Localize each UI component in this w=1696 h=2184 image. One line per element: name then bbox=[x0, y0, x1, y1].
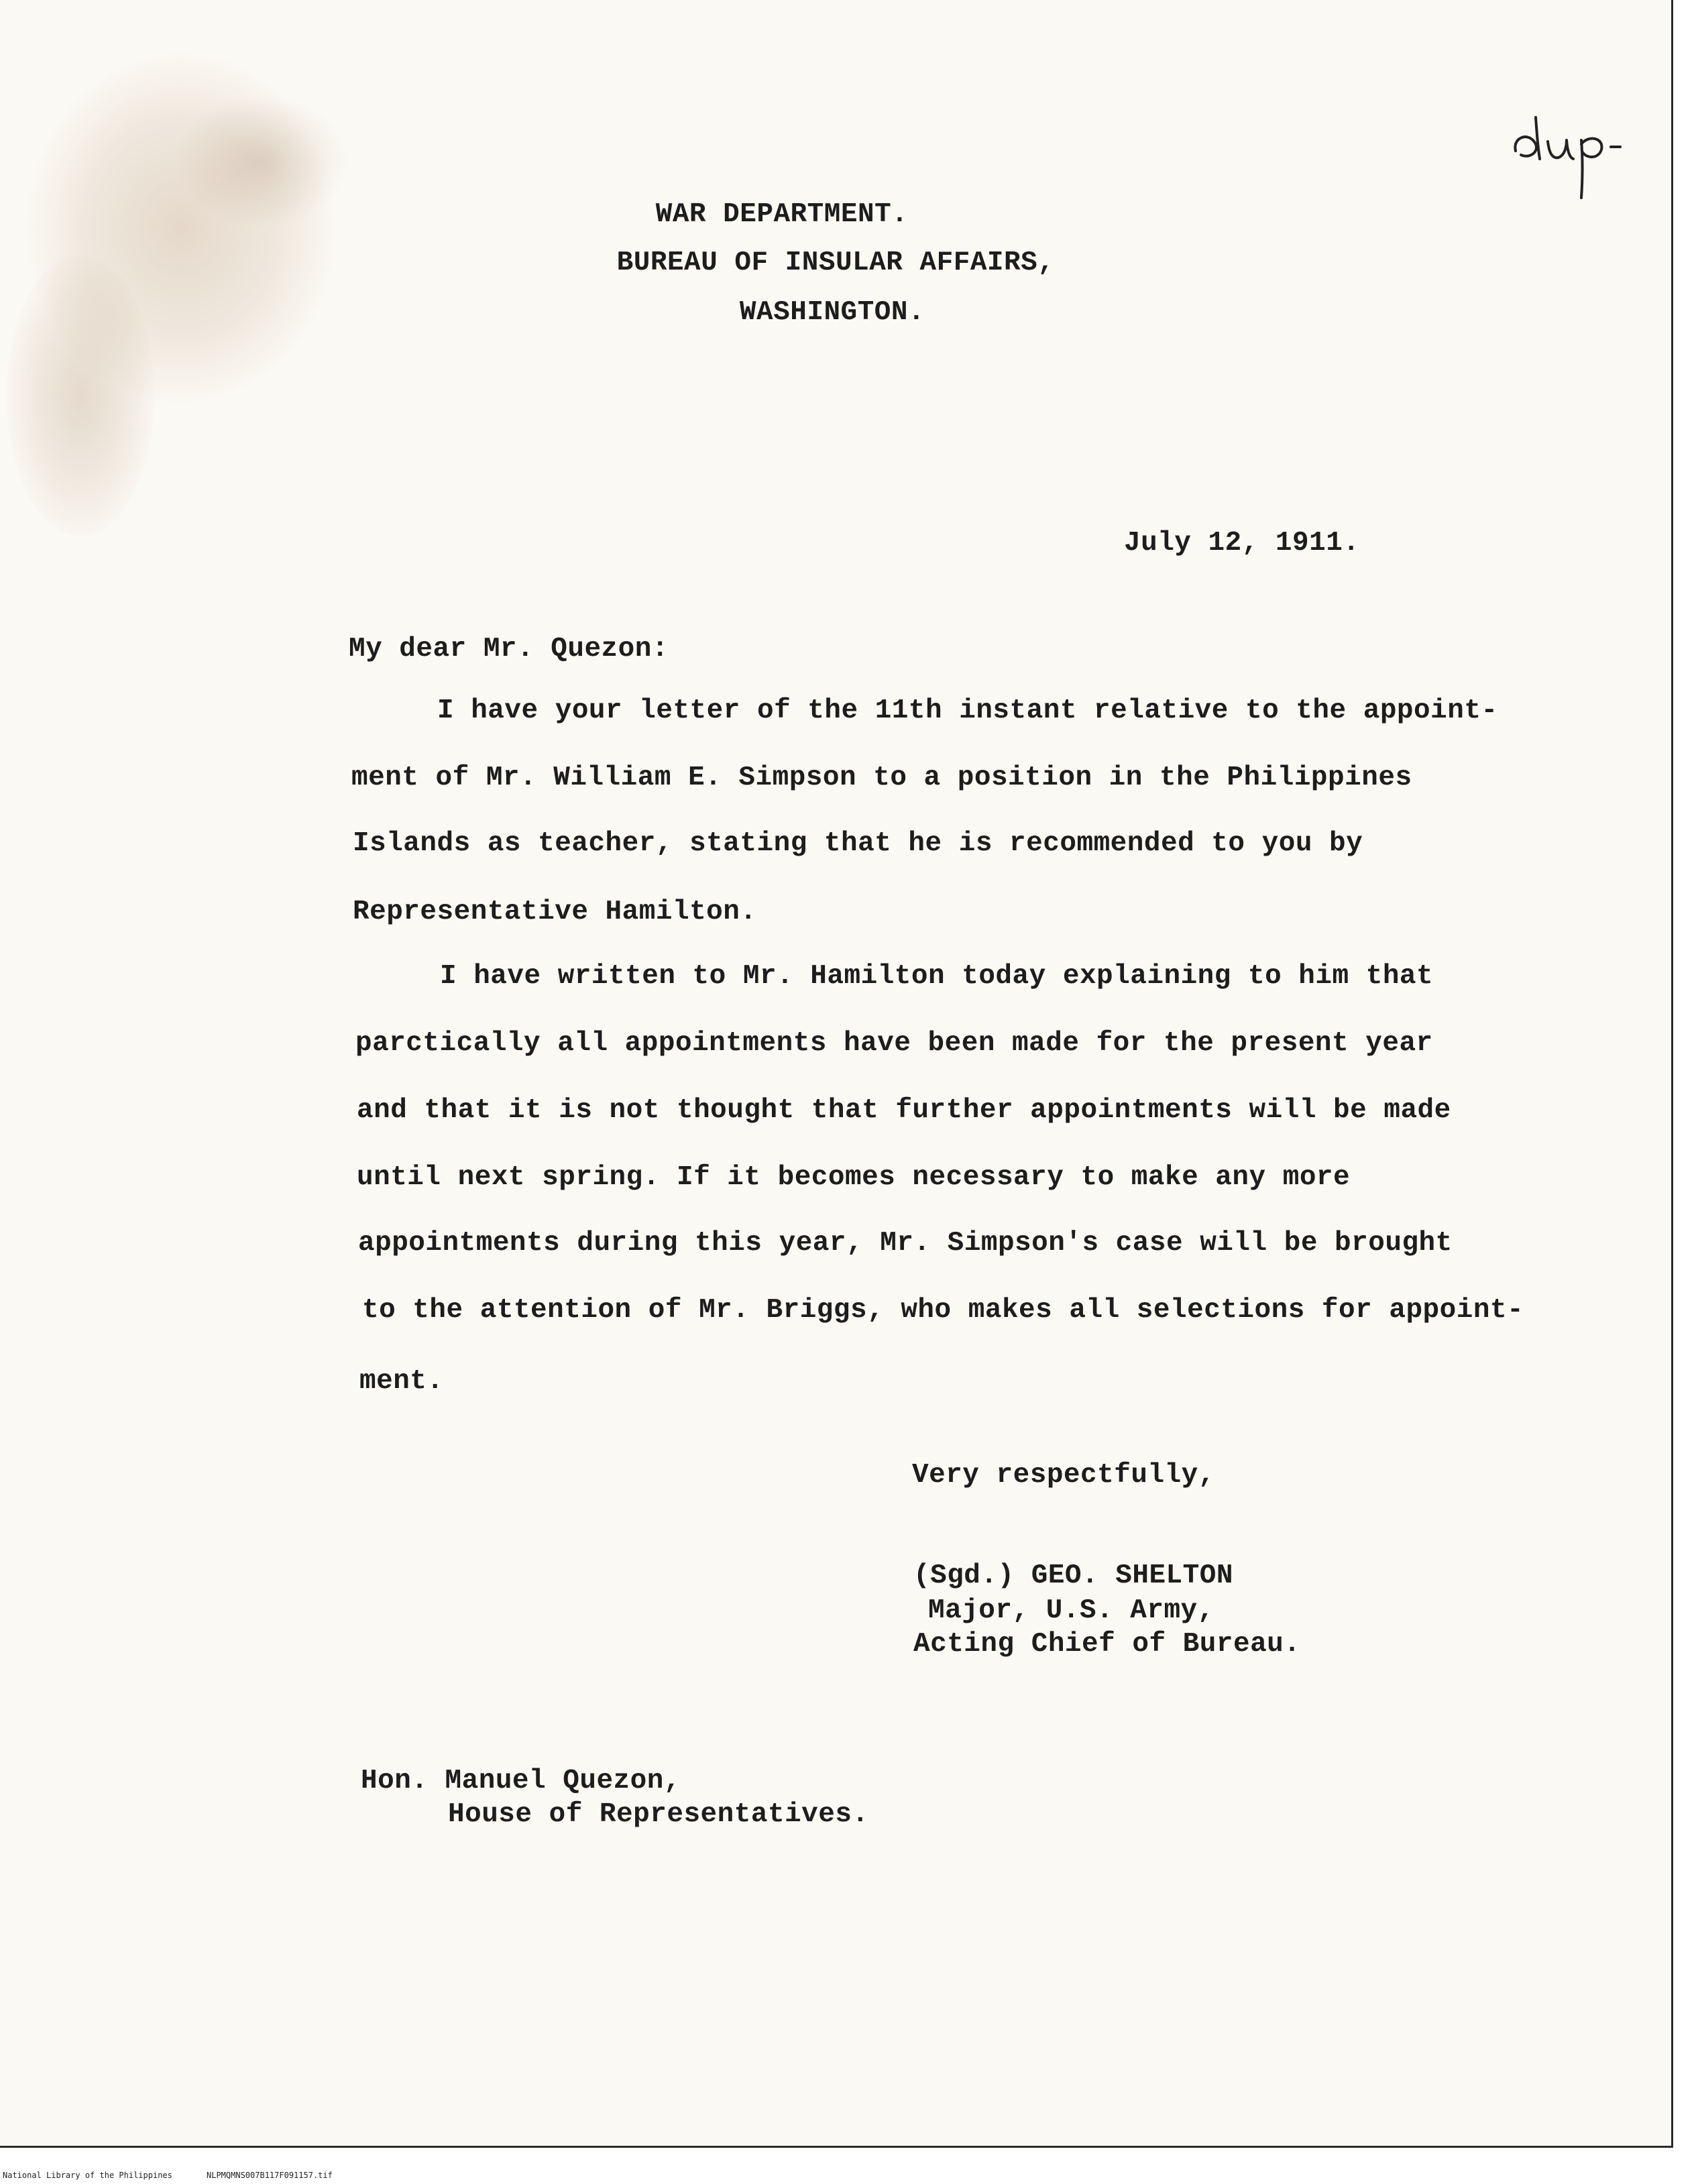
body-line: I have your letter of the 11th instant relative to the appoint- bbox=[437, 695, 1498, 726]
signature-name: (Sgd.) GEO. SHELTON bbox=[913, 1560, 1233, 1591]
body-line: Islands as teacher, stating that he is recommended to you by bbox=[353, 828, 1363, 859]
water-stain bbox=[7, 255, 154, 536]
signature-title: Acting Chief of Bureau. bbox=[913, 1629, 1301, 1660]
letterhead-department: WAR DEPARTMENT. bbox=[655, 199, 909, 230]
body-line: ment. bbox=[359, 1366, 444, 1397]
letter-date: July 12, 1911. bbox=[1124, 528, 1360, 559]
letterhead-city: WASHINGTON. bbox=[739, 297, 925, 328]
letterhead-bureau: BUREAU OF INSULAR AFFAIRS, bbox=[616, 247, 1055, 278]
addressee-name: Hon. Manuel Quezon, bbox=[361, 1766, 681, 1796]
handwritten-annotation bbox=[1509, 111, 1630, 205]
scan-footer-library: National Library of the Philippines bbox=[3, 2171, 172, 2180]
body-line: ment of Mr. William E. Simpson to a position in the Philippines bbox=[351, 762, 1412, 793]
addressee-office: House of Representatives. bbox=[448, 1799, 869, 1830]
body-line: I have written to Mr. Hamilton today explaining to him that bbox=[440, 961, 1434, 992]
body-line: parctically all appointments have been made for the present year bbox=[355, 1028, 1433, 1059]
closing: Very respectfully, bbox=[912, 1460, 1215, 1491]
signature-rank: Major, U.S. Army, bbox=[928, 1595, 1214, 1626]
body-line: and that it is not thought that further appointments will be made bbox=[357, 1095, 1451, 1126]
salutation: My dear Mr. Quezon: bbox=[349, 634, 669, 665]
body-line: Representative Hamilton. bbox=[353, 897, 757, 927]
body-line: until next spring. If it becomes necessary to make any more bbox=[357, 1162, 1351, 1193]
body-line: to the attention of Mr. Briggs, who makes all selections for appoint- bbox=[362, 1295, 1524, 1326]
body-line: appointments during this year, Mr. Simpson's case will be brought bbox=[358, 1228, 1453, 1259]
scan-footer-filename: NLPMQMNS007B117F091157.tif bbox=[207, 2171, 333, 2180]
